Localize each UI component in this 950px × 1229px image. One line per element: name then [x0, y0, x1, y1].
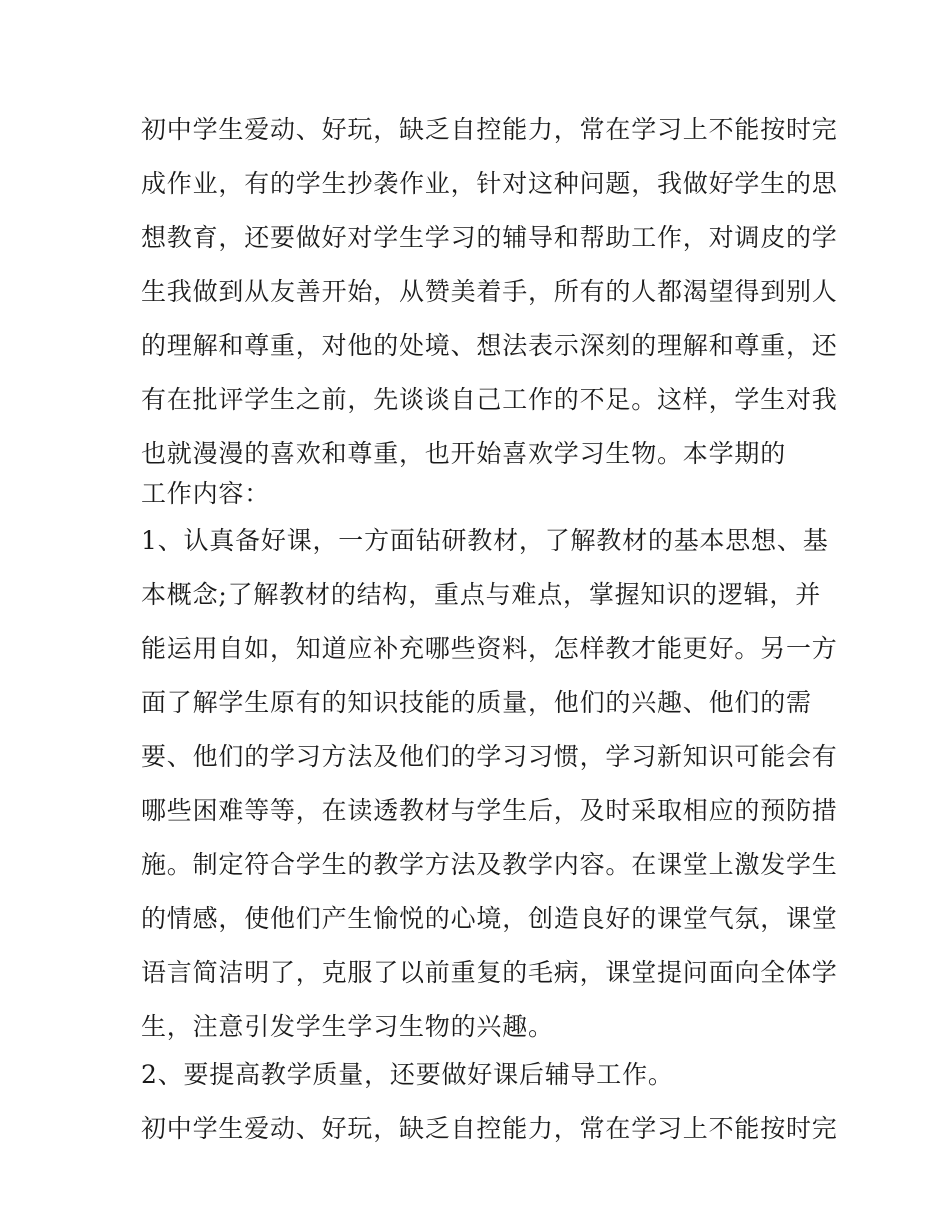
list-item-1-line: 本概念;了解教材的结构，重点与难点，掌握知识的逻辑，并 [141, 580, 822, 609]
list-item-1-line: 能运用自如，知道应补充哪些资料，怎样教才能更好。另一方 [141, 634, 838, 663]
list-item-1-line: 哪些困难等等，在读透教材与学生后，及时采取相应的预防措 [141, 796, 838, 825]
paragraph-line: 的理解和尊重，对他的处境、想法表示深刻的理解和尊重，还 [141, 331, 838, 360]
paragraph-line: 想教育，还要做好对学生学习的辅导和帮助工作，对调皮的学 [141, 223, 838, 252]
list-item-1-line: 的情感，使他们产生愉悦的心境，创造良好的课堂气氛，课堂 [141, 904, 838, 933]
list-item-2-line: 2、要提高教学质量，还要做好课后辅导工作。 [141, 1060, 674, 1089]
list-item-1-line: 生，注意引发学生学习生物的兴趣。 [141, 1012, 554, 1041]
paragraph-line: 也就漫漫的喜欢和尊重，也开始喜欢学习生物。本学期的 [141, 439, 787, 468]
list-item-1-line: 要、他们的学习方法及他们的学习习惯，学习新知识可能会有 [141, 742, 838, 771]
section-heading: 工作内容： [141, 479, 271, 508]
paragraph-line: 成作业，有的学生抄袭作业，针对这种问题，我做好学生的思 [141, 169, 838, 198]
paragraph-line: 有在批评学生之前，先谈谈自己工作的不足。这样，学生对我 [141, 385, 838, 414]
paragraph-line: 初中学生爱动、好玩，缺乏自控能力，常在学习上不能按时完 [141, 1114, 838, 1143]
paragraph-line: 初中学生爱动、好玩，缺乏自控能力，常在学习上不能按时完 [141, 115, 838, 144]
list-item-1-line: 施。制定符合学生的教学方法及教学内容。在课堂上激发学生 [141, 850, 838, 879]
paragraph-line: 生我做到从友善开始，从赞美着手，所有的人都渴望得到别人 [141, 277, 838, 306]
list-item-1-line: 语言简洁明了，克服了以前重复的毛病，课堂提问面向全体学 [141, 958, 838, 987]
list-item-1-line: 面了解学生原有的知识技能的质量，他们的兴趣、他们的需 [141, 688, 812, 717]
list-item-1-line: 1、认真备好课，一方面钻研教材，了解教材的基本思想、基 [141, 526, 829, 555]
